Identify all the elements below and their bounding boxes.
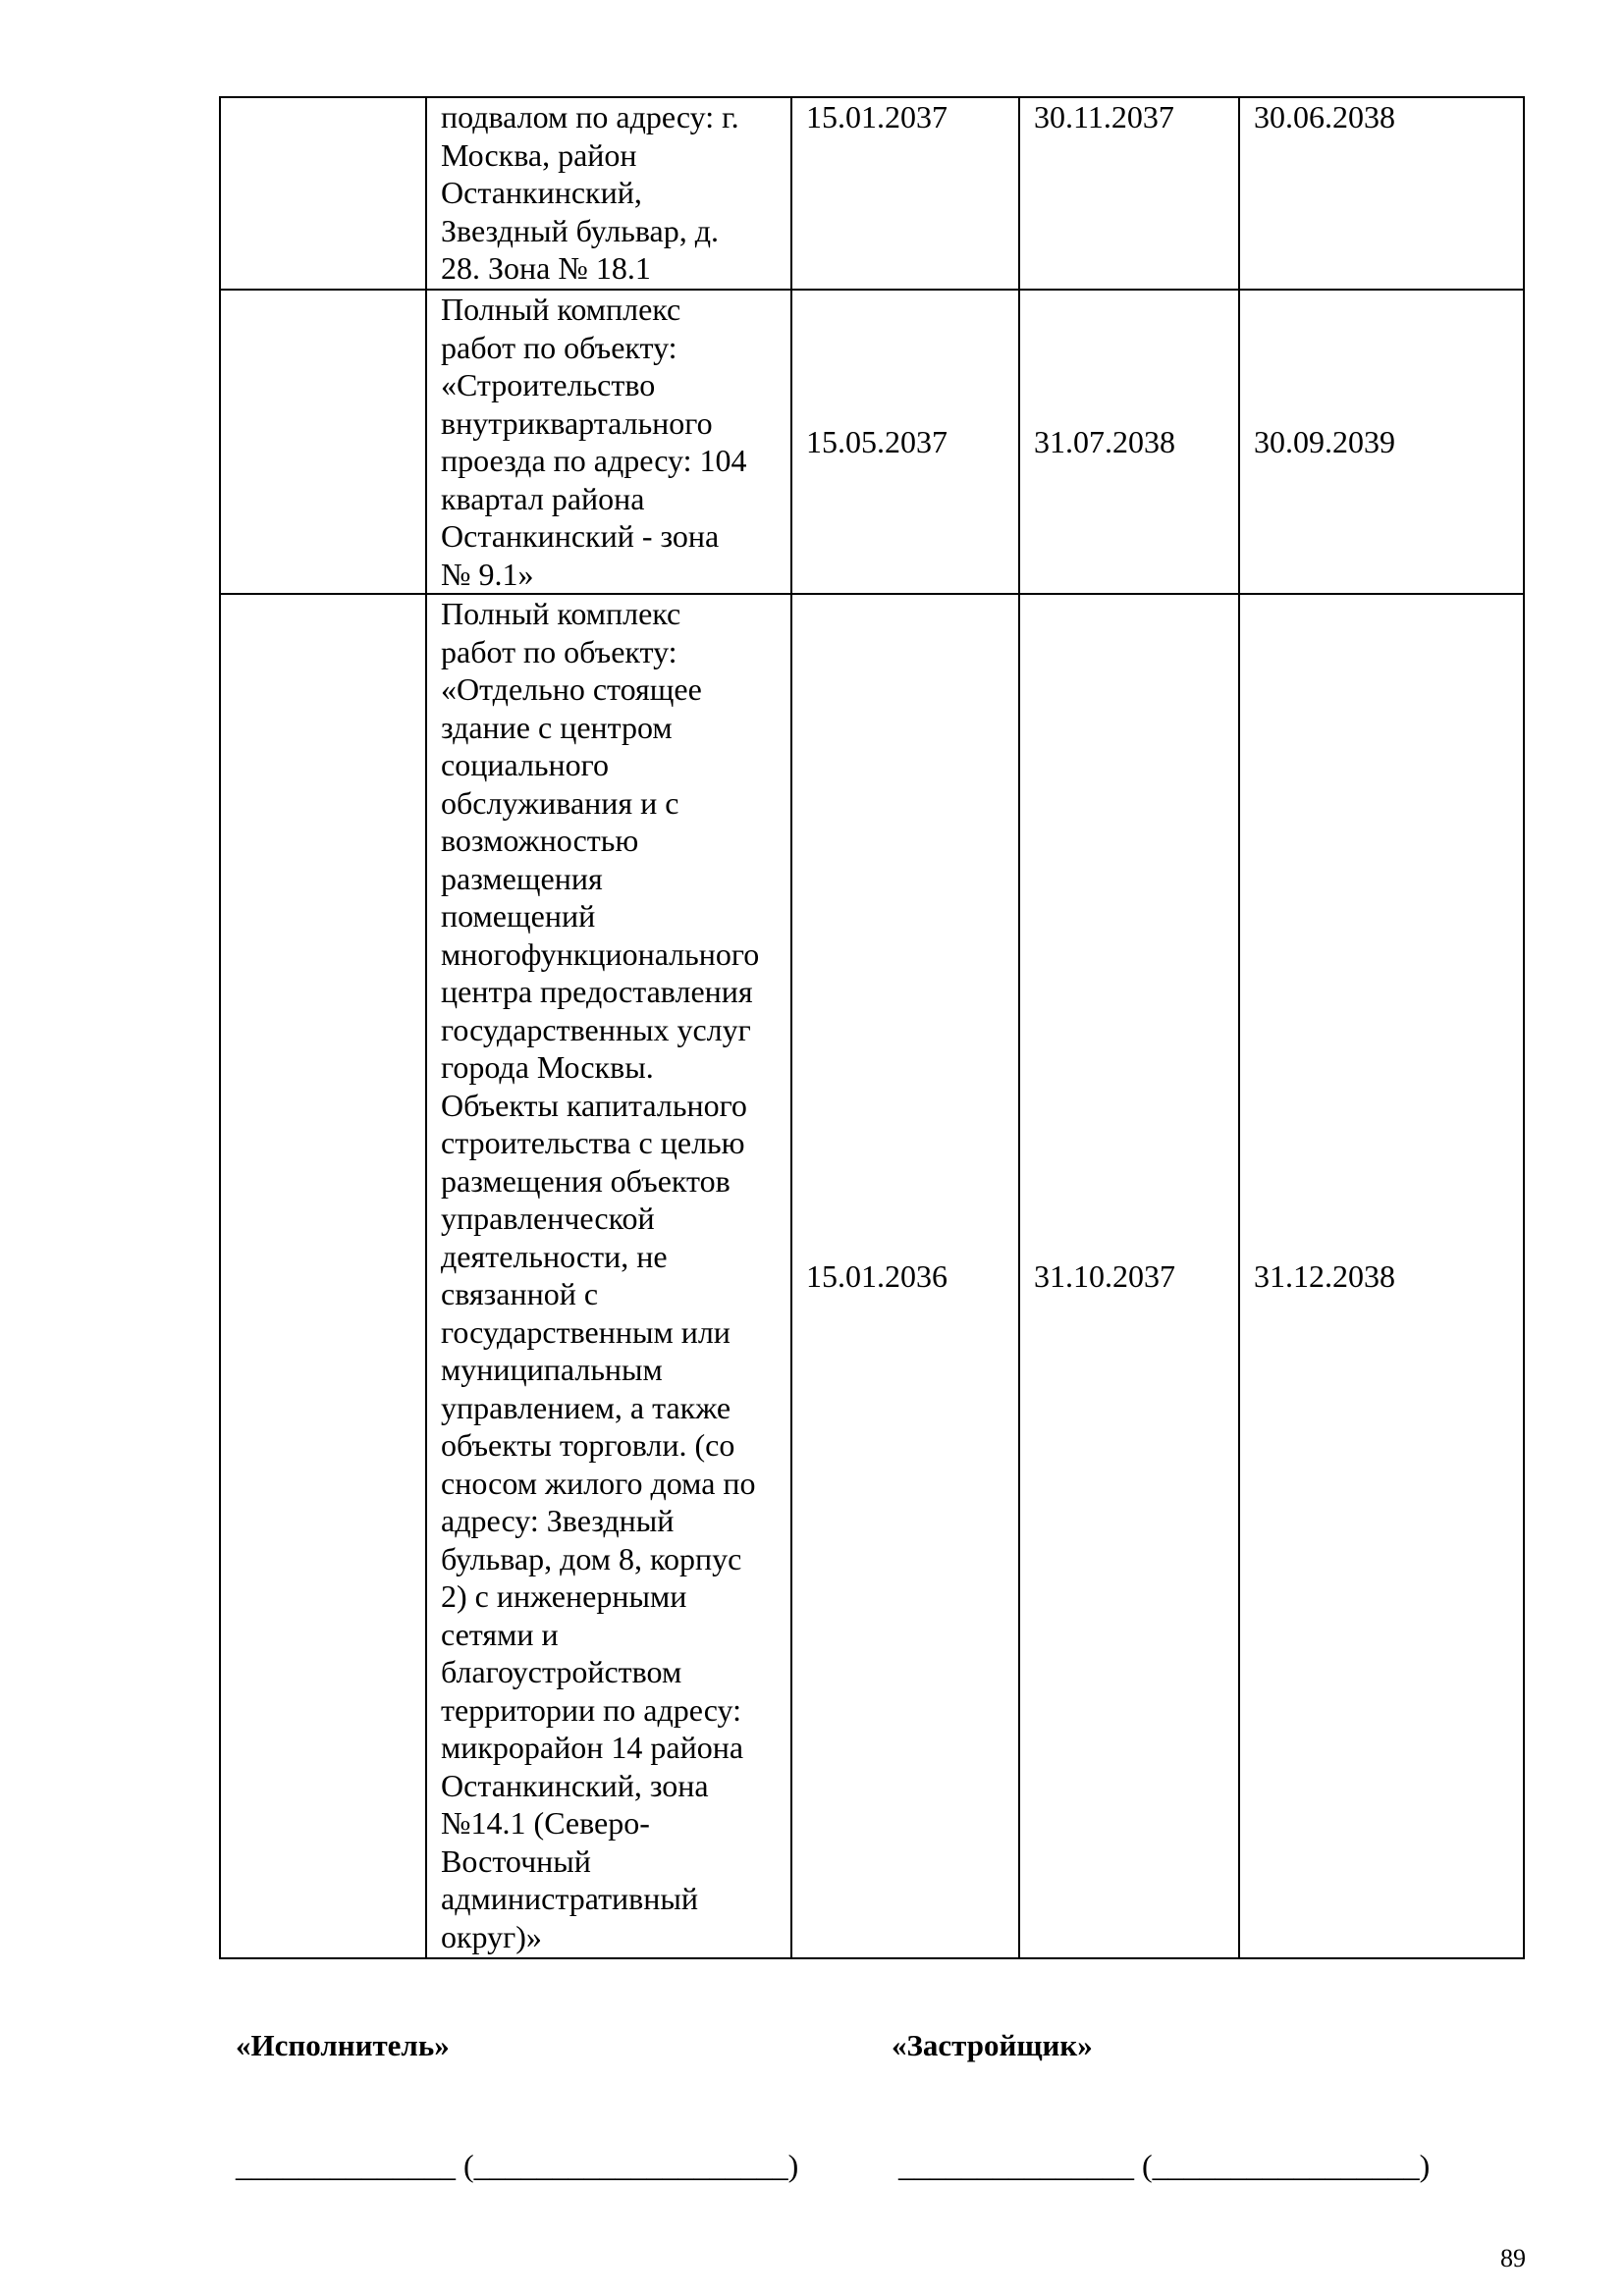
table-row	[220, 97, 1524, 290]
cell-end-date: 30.06.2038	[1239, 97, 1524, 290]
cell-description: подвалом по адресу: г. Москва, район Останкинский, Звездный бульвар, д. 28. Зона № 18.1	[426, 97, 791, 290]
cell-empty	[220, 594, 426, 1958]
cell-empty	[220, 290, 426, 594]
cell-mid-date: 31.07.2038	[1019, 290, 1239, 594]
cell-start-date: 15.01.2037	[791, 97, 1019, 290]
cell-description: Полный комплекс работ по объекту: «Строительство внутриквартального проезда по адресу: 104 квартал района Останкинский - зона № 9.1»	[426, 290, 791, 594]
table-row	[220, 594, 1524, 1958]
developer-signature-line: _______________ (_________________)	[898, 2148, 1431, 2183]
executor-signature-line: ______________ (____________________)	[236, 2148, 799, 2183]
cell-description: Полный комплекс работ по объекту: «Отдельно стоящее здание с центром социального обслуживания и с возможностью размещения помещений многофункционального центра предоставления государственных услуг города Москвы. Объекты капитального строительства с целью размещения объектов управленческой деятельности, не связанной с государственным или муниципальным управлением, а также объекты торговли. (со сносом жилого дома по адресу: Звездный бульвар, дом 8, корпус 2) с инженерными сетями и благоустройством территории по адресу: микрорайон 14 района Останкинский, зона №14.1 (Северо- Восточный административный округ)»	[426, 594, 791, 1958]
developer-label: «Застройщик»	[892, 2028, 1093, 2062]
cell-start-date: 15.05.2037	[791, 290, 1019, 594]
executor-label: «Исполнитель»	[236, 2028, 450, 2062]
cell-mid-date: 31.10.2037	[1019, 594, 1239, 1958]
table-row	[220, 290, 1524, 594]
page-number: 89	[1500, 2244, 1526, 2272]
schedule-table	[219, 96, 1525, 1959]
cell-mid-date: 30.11.2037	[1019, 97, 1239, 290]
cell-empty	[220, 97, 426, 290]
cell-end-date: 30.09.2039	[1239, 290, 1524, 594]
cell-end-date: 31.12.2038	[1239, 594, 1524, 1958]
cell-start-date: 15.01.2036	[791, 594, 1019, 1958]
